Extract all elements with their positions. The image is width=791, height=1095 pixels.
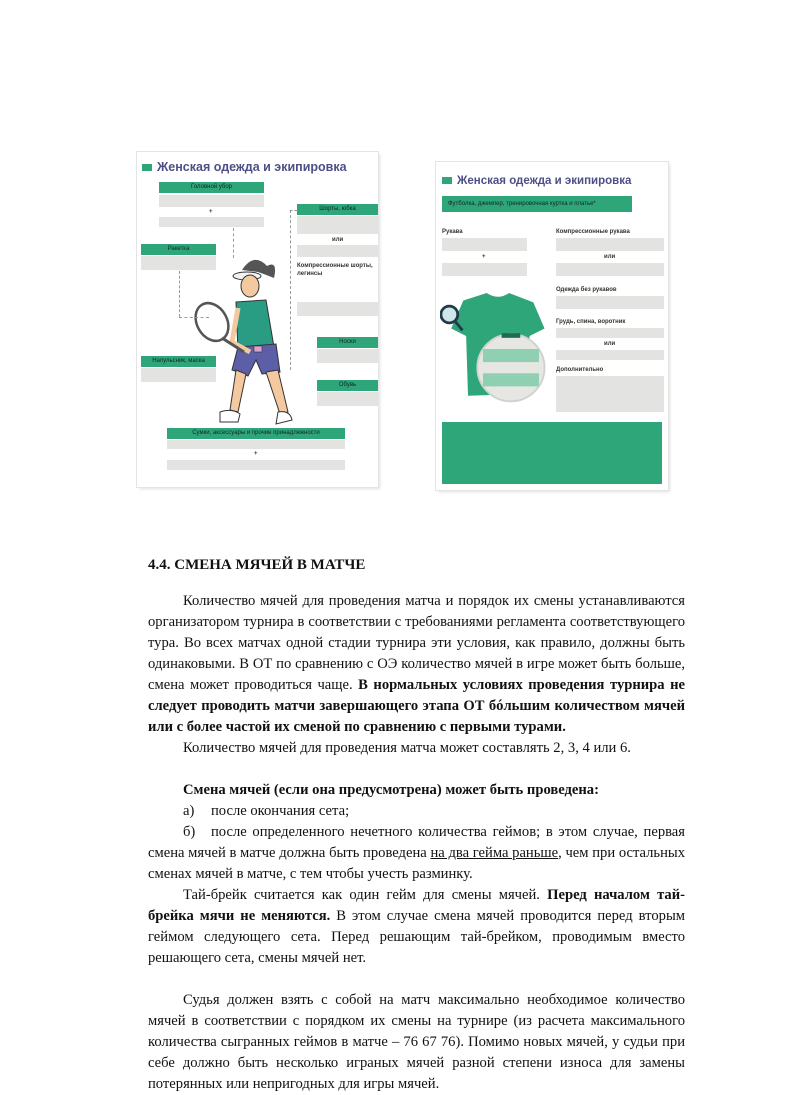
section-heading: 4.4. СМЕНА МЯЧЕЙ В МАТЧЕ: [148, 557, 366, 573]
text-block: [167, 440, 345, 449]
label-compression: Компрессионные шорты, легинсы: [297, 263, 373, 277]
label-compression-sleeves: Компрессионные рукава: [556, 229, 630, 235]
text-block: [297, 245, 378, 257]
label-shoes: Обувь: [317, 380, 378, 391]
infographic-title: Женская одежда и экипировка: [442, 174, 631, 189]
text-block: [556, 376, 664, 412]
text-block: [297, 302, 378, 316]
list-text: после определенного нечетного количества геймов; в этом случае, первая смена мячей в матче должна быть проведена: [148, 824, 685, 861]
label-additional: Дополнительно: [556, 367, 604, 373]
text-block: [159, 217, 264, 227]
text-block: [442, 263, 527, 276]
or-label: или: [604, 254, 616, 260]
banner-shirt: Футболка, джемпер, тренировочная куртка и платье*: [442, 196, 632, 212]
label-sleeveless: Одежда без рукавов: [556, 287, 617, 293]
shirt-illustration: [440, 287, 552, 412]
text-block: [159, 195, 264, 207]
plus-sign: +: [209, 209, 213, 215]
text-block: [317, 349, 378, 363]
text-block: [442, 238, 527, 251]
paragraph-text: Количество мячей для проведения матча и порядок их смены устанавливаются организатором турнира в соответствии с требованиями регламента соответствующего тура. Во всех матчах одной стадии турнира эти условия, как правило, должны быть одинаковыми. В ОТ по сравнению с ОЭ количество мячей в игре может быть больше, смена может проводиться чаще.: [148, 593, 685, 693]
label-bags: Сумки, аксессуары и прочие принадлежности: [167, 428, 345, 439]
text-block: [556, 263, 664, 276]
paragraph-umpire: Судья должен взять с собой на матч максимально необходимое количество мячей в соответствии с порядком их смены на турнире (из расчета максимального количества сыгранных геймов в матче – 76 67 76). Помимо новых мячей, у судьи при себе должно быть несколько играных мячей разной степени износа для замены потерянных или непригодных для игры мячей.: [148, 992, 685, 1092]
text-block: [556, 296, 664, 309]
text-block: [141, 368, 216, 382]
infographic-womens-clothing-shirt: [436, 162, 668, 490]
infographic-womens-clothing-player: [137, 152, 378, 487]
paragraph-bold-text: Перед началом тай-брейка мячи не меняются.: [148, 887, 685, 924]
text-block: [141, 256, 216, 270]
label-socks: Носки: [317, 337, 378, 348]
list-marker: а): [183, 803, 195, 819]
label-sleeves: Рукава: [442, 229, 463, 235]
label-wristband: Напульсник, маска: [141, 356, 216, 367]
paragraph-text: В этом случае смена мячей проводится перед вторым геймом следующего сета. Перед решающим тай-брейком, проводимым вместо решающего сета, смены мячей нет.: [148, 908, 685, 966]
text-block: [556, 350, 664, 360]
label-chest: Грудь, спина, воротник: [556, 319, 626, 325]
list-marker: б): [183, 824, 196, 840]
section-body: [148, 591, 685, 1095]
infographic-title: Женская одежда и экипировка: [142, 160, 347, 175]
list-text: , чем при остальных сменах мячей в матче, с тем чтобы учесть разминку.: [148, 845, 685, 882]
label-shorts: Шорты, юбка: [297, 204, 378, 215]
list-item-a: [148, 801, 685, 822]
text-block: [297, 216, 378, 234]
list-item-b: [148, 822, 685, 885]
paragraph-text: Тай-брейк считается как один гейм для смены мячей.: [183, 887, 548, 903]
paragraph-bold-text: В нормальных условиях проведения турнира не следует проводить матчи завершающего этапа ОТ бóльшим количеством мячей или с более частой их сменой по сравнению с первыми турами.: [148, 677, 685, 735]
tennis-player-illustration: [192, 252, 312, 432]
paragraph-tiebreak: [148, 885, 685, 969]
text-block: [556, 238, 664, 251]
text-block: [167, 460, 345, 470]
paragraph-ball-options: Количество мячей для проведения матча может составлять 2, 3, 4 или 6.: [183, 740, 631, 756]
list-text: после окончания сета;: [211, 803, 350, 819]
footnotes-block: [442, 422, 662, 484]
plus-sign: +: [482, 254, 486, 260]
label-headwear: Головной убор: [159, 182, 264, 193]
text-block: [556, 328, 664, 338]
change-heading: Смена мячей (если она предусмотрена) может быть проведена:: [183, 782, 599, 798]
plus-sign: +: [254, 451, 258, 457]
label-racket: Ракетка: [141, 244, 216, 255]
or-label: или: [604, 341, 616, 347]
paragraph-ball-count: [148, 591, 685, 738]
underlined-text: на два гейма раньше: [430, 845, 559, 861]
text-block: [317, 392, 378, 406]
or-label: или: [332, 237, 344, 243]
